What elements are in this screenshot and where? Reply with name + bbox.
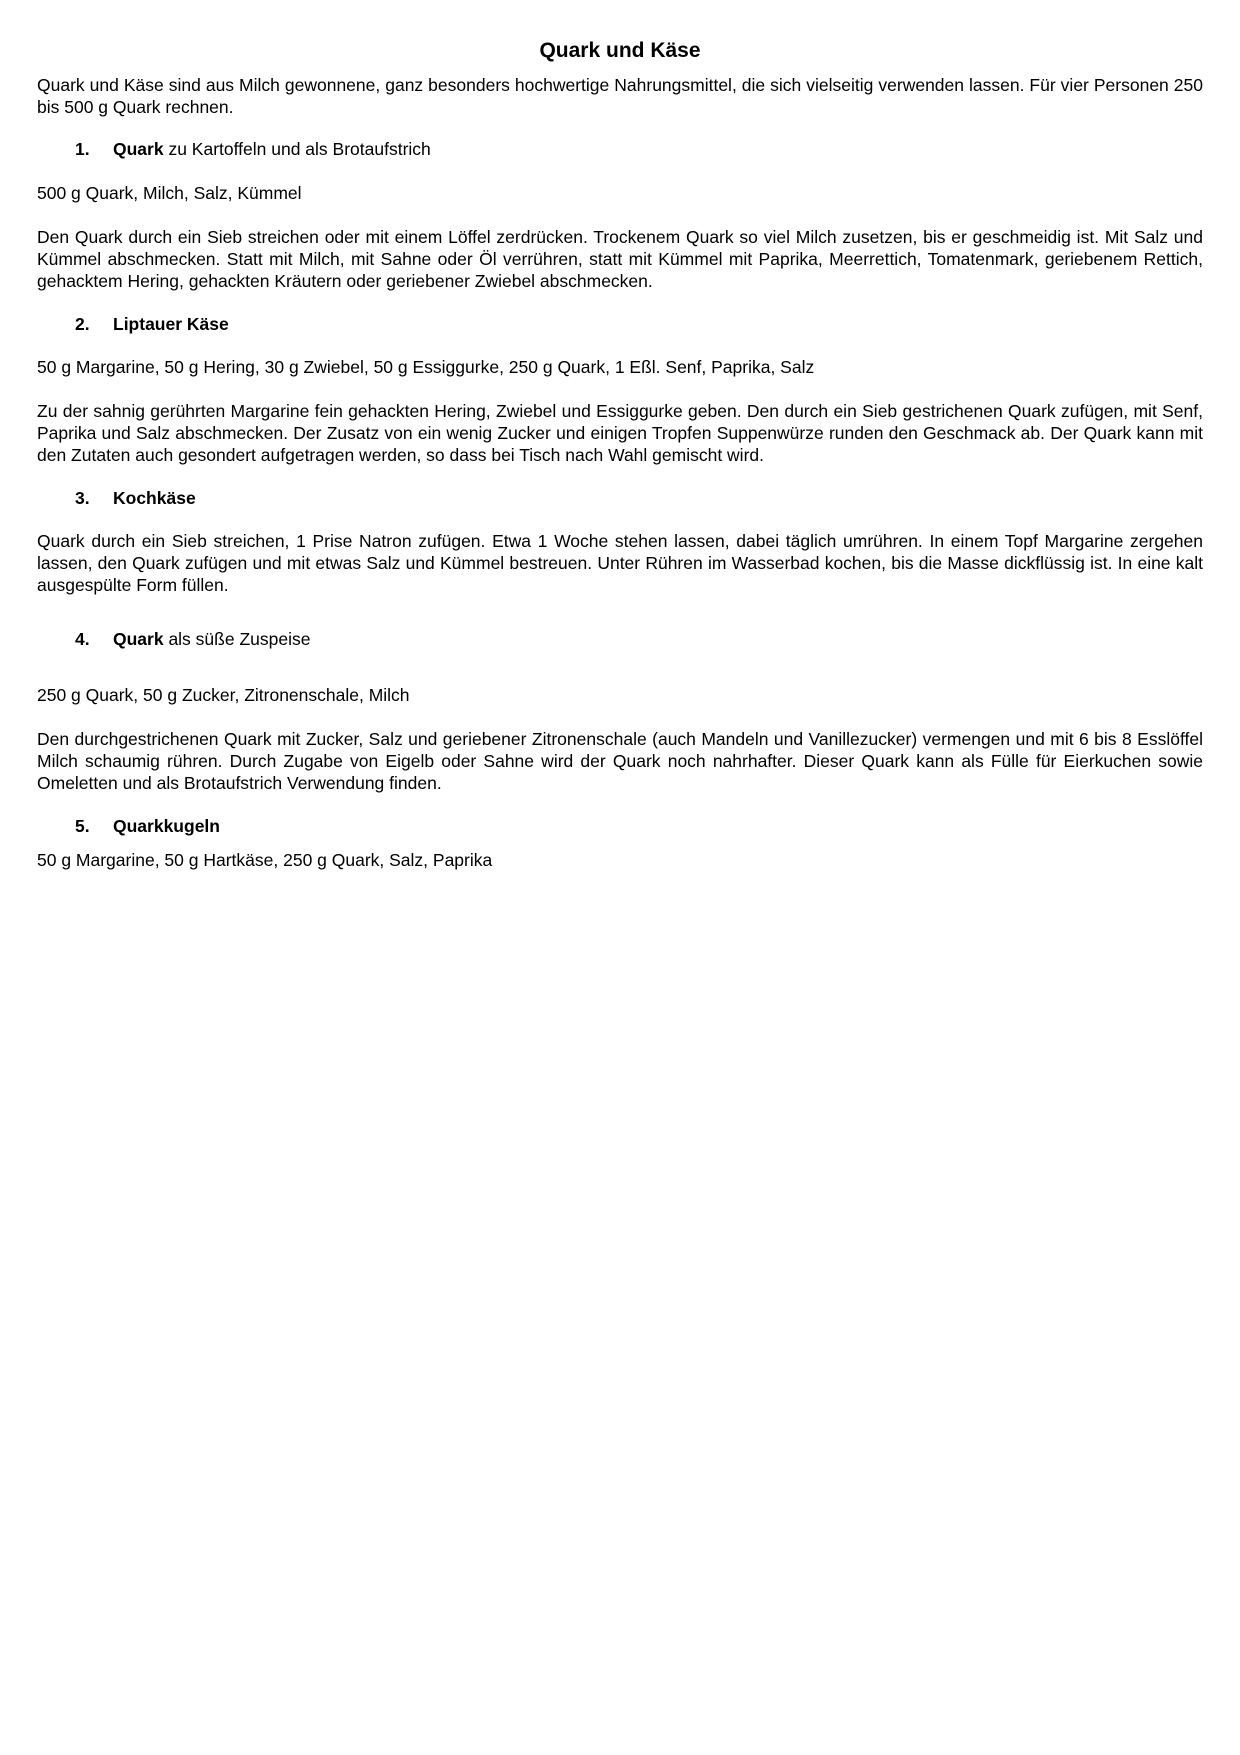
recipe-1-ingredients: 500 g Quark, Milch, Salz, Kümmel: [37, 183, 302, 203]
recipe-5-ingredients: 50 g Margarine, 50 g Hartkäse, 250 g Quark, Salz, Paprika: [37, 850, 493, 870]
recipe-2-instructions: Zu der sahnig gerührten Margarine fein gehackten Hering, Zwiebel und Essiggurke geben. Den durch ein Sieb gestrichenen Quark zufügen, mit Senf, Paprika und Salz abschmecken. Der Zusatz von ein wenig Zucker und einigen Tropfen Suppenwürze runden den Geschmack ab. Der Quark kann mit den Zutaten auch gesondert aufgetragen werden, so dass bei Tisch nach Wahl gemischt wird.: [37, 401, 1203, 465]
document-page: [37, 0, 1203, 871]
recipe-1-number: 1.: [75, 139, 90, 159]
recipe-1-instructions: Den Quark durch ein Sieb streichen oder mit einem Löffel zerdrücken. Trockenem Quark so viel Milch zusetzen, bis er geschmeidig ist. Mit Salz und Kümmel abschmecken. Statt mit Milch, mit Sahne oder Öl verrühren, statt mit Kümmel mit Paprika, Meerrettich, Tomatenmark, geriebenem Rettich, gehacktem Hering, gehackten Kräutern oder geriebener Zwiebel abschmecken.: [37, 227, 1203, 291]
recipe-2-name: Liptauer Käse: [113, 314, 229, 334]
page-title: Quark und Käse: [539, 39, 701, 62]
intro-paragraph: Quark und Käse sind aus Milch gewonnene, ganz besonders hochwertige Nahrungsmittel, die sich vielseitig verwenden lassen. Für vier Personen 250 bis 500 g Quark rechnen.: [37, 75, 1203, 117]
recipe-1-suffix: zu Kartoffeln und als Brotaufstrich: [163, 139, 431, 159]
recipe-4-instructions: Den durchgestrichenen Quark mit Zucker, Salz und geriebener Zitronenschale (auch Mandeln und Vanillezucker) vermengen und mit 6 bis 8 Esslöffel Milch schaumig rühren. Durch Zugabe von Eigelb oder Sahne wird der Quark noch nahrhafter. Dieser Quark kann als Fülle für Eierkuchen sowie Omeletten und als Brotaufstrich Verwendung finden.: [37, 729, 1203, 793]
recipe-2-heading: [37, 313, 1203, 335]
recipe-3-heading: [37, 487, 1203, 509]
recipe-3-number: 3.: [75, 488, 90, 508]
recipe-5-heading: [37, 815, 1203, 837]
recipe-3-name: Kochkäse: [113, 488, 196, 508]
recipe-2-number: 2.: [75, 314, 90, 334]
recipe-1-name: Quark: [113, 139, 164, 159]
recipe-4-heading: [37, 628, 1203, 650]
recipe-4-suffix: als süße Zuspeise: [163, 629, 311, 649]
recipe-5-number: 5.: [75, 816, 90, 836]
recipe-3-instructions: Quark durch ein Sieb streichen, 1 Prise Natron zufügen. Etwa 1 Woche stehen lassen, dabei täglich umrühren. In einem Topf Margarine zergehen lassen, den Quark zufügen und mit etwas Salz und Kümmel bestreuen. Unter Rühren im Wasserbad kochen, bis die Masse dickflüssig ist. In eine kalt ausgespülte Form füllen.: [37, 531, 1203, 595]
recipe-4-name: Quark: [113, 629, 164, 649]
recipe-1-heading: [37, 138, 1203, 160]
recipe-4-number: 4.: [75, 629, 90, 649]
recipe-5-name: Quarkkugeln: [113, 816, 220, 836]
recipe-2-ingredients: 50 g Margarine, 50 g Hering, 30 g Zwiebel, 50 g Essiggurke, 250 g Quark, 1 Eßl. Senf, Paprika, Salz: [37, 357, 815, 377]
recipe-4-ingredients: 250 g Quark, 50 g Zucker, Zitronenschale, Milch: [37, 685, 410, 705]
